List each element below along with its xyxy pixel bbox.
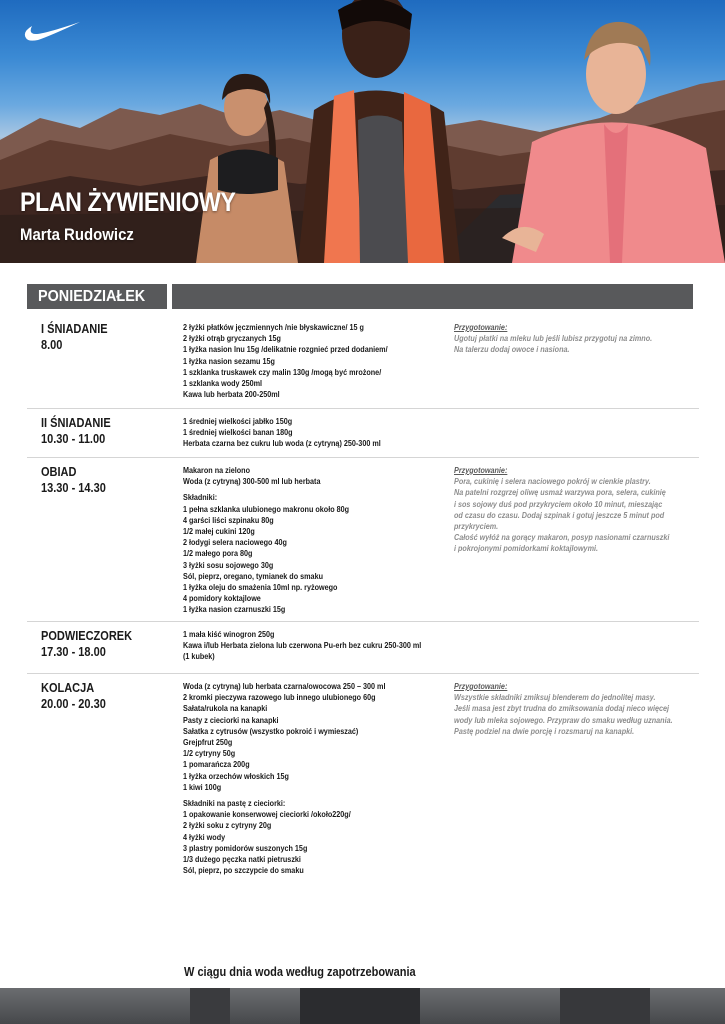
meal-menu xyxy=(183,629,421,663)
meal-name: KOLACJA xyxy=(41,681,95,695)
preparation-line: Wszystkie składniki zmiksuj blenderem do jednolitej masy. xyxy=(454,692,656,703)
meal-menu xyxy=(183,465,349,616)
meal-time: 8.00 xyxy=(41,338,63,352)
menu-item: 1 szklanka truskawek czy malin 130g /mogą być mrożone/ xyxy=(183,366,382,377)
preparation-heading: Przygotowanie: xyxy=(454,465,508,475)
menu-item: 1 łyżka nasion czarnuszki 15g xyxy=(183,604,286,615)
menu-item: 2 kromki pieczywa razowego lub innego ulubionego 60g xyxy=(183,692,376,703)
meal-time: 13.30 - 14.30 xyxy=(41,481,106,495)
menu-item: Woda (z cytryną) 300-500 ml lub herbata xyxy=(183,476,321,487)
preparation-line: Jeśli masa jest zbyt trudna do zmiksowania dodaj nieco więcej xyxy=(454,703,670,714)
menu-item: 1 łyżka orzechów włoskich 15g xyxy=(183,770,289,781)
meal-menu xyxy=(183,681,385,876)
preparation-heading: Przygotowanie: xyxy=(454,681,508,691)
day-header xyxy=(27,284,167,309)
preparation-line: wody lub mleka sojowego. Przypraw do smaku według uznania. xyxy=(454,714,673,725)
menu-item: 2 łodygi selera naciowego 40g xyxy=(183,537,287,548)
preparation-line: Na patelni rozgrzej oliwę usmaż warzywa pora, selera, cukinię xyxy=(454,487,666,498)
meal-menu xyxy=(183,416,381,450)
menu-item: Herbata czarna bez cukru lub woda (z cytryną) 250-300 ml xyxy=(183,438,381,449)
runner-right-figure xyxy=(492,12,725,263)
meal-preparation xyxy=(454,322,652,356)
day-label: PONIEDZIAŁEK xyxy=(38,287,146,305)
runner-center-figure xyxy=(284,0,484,263)
menu-item: 1/2 cytryny 50g xyxy=(183,748,236,759)
preparation-line: Ugotuj płatki na mleku lub jeśli lubisz przygotuj na zimno. xyxy=(454,333,653,344)
menu-item: 1/2 małej cukini 120g xyxy=(183,526,255,537)
preparation-line: Całość wyłóż na gorący makaron, posyp nasionami czarnuszki xyxy=(454,532,670,543)
preparation-line: Pastę podziel na dwie porcję i rozsmaruj na kanapki. xyxy=(454,725,635,736)
author-name: Marta Rudowicz xyxy=(20,225,134,244)
menu-item: Sałatka z cytrusów (wszystko pokroić i wymieszać) xyxy=(183,725,359,736)
ingredients-heading: Składniki na pastę z cieciorki: xyxy=(183,798,286,809)
meal-time: 10.30 - 11.00 xyxy=(41,432,106,446)
menu-item: Sałata/rukola na kanapki xyxy=(183,703,268,714)
preparation-line: i pokrojonymi pomidorkami koktajlowymi. xyxy=(454,543,599,554)
menu-item: 2 łyżki otrąb gryczanych 15g xyxy=(183,333,281,344)
row-divider xyxy=(27,673,699,674)
nike-swoosh-icon xyxy=(24,20,82,42)
preparation-line: od czasu do czasu. Dodaj szpinak i gotuj jeszcze 5 minut pod xyxy=(454,509,665,520)
meal-row-afternoon-snack xyxy=(27,625,699,673)
meal-row-breakfast xyxy=(27,318,699,408)
menu-item: 1 kiwi 100g xyxy=(183,781,222,792)
menu-item: Pasty z cieciorki na kanapki xyxy=(183,714,279,725)
menu-item: 1 szklanka wody 250ml xyxy=(183,378,263,389)
menu-item: 1 łyżka nasion lnu 15g /delikatnie rozgnieć przed dodaniem/ xyxy=(183,344,388,355)
row-divider xyxy=(27,457,699,458)
menu-item: 1 pomarańcza 200g xyxy=(183,759,250,770)
meal-preparation xyxy=(454,681,673,737)
menu-item: Grejpfrut 250g xyxy=(183,737,233,748)
menu-item: Woda (z cytryną) lub herbata czarna/owocowa 250 – 300 ml xyxy=(183,681,386,691)
menu-item: 1/2 małego pora 80g xyxy=(183,548,253,559)
meal-menu xyxy=(183,322,388,400)
hero-banner xyxy=(0,0,725,263)
footer-note: W ciągu dnia woda według zapotrzebowania xyxy=(184,965,416,979)
meal-name: II ŚNIADANIE xyxy=(41,416,111,430)
meal-row-dinner xyxy=(27,677,699,877)
menu-item: Sól, pieprz, po szczypcie do smaku xyxy=(183,865,304,876)
day-header-bar xyxy=(172,284,693,309)
meal-time: 20.00 - 20.30 xyxy=(41,697,106,711)
menu-item: 4 łyżki wody xyxy=(183,831,226,842)
menu-item: 4 garści liści szpinaku 80g xyxy=(183,514,274,525)
menu-item: Kawa lub herbata 200-250ml xyxy=(183,389,280,400)
footer-photo xyxy=(0,988,725,1024)
menu-item: 2 łyżki płatków jęczmiennych /nie błyskawiczne/ 15 g xyxy=(183,322,364,332)
preparation-heading: Przygotowanie: xyxy=(454,322,508,332)
menu-item: Makaron na zielono xyxy=(183,465,250,475)
meal-preparation xyxy=(454,465,669,555)
meal-time: 17.30 - 18.00 xyxy=(41,645,106,659)
row-divider xyxy=(27,408,699,409)
preparation-line: przykryciem. xyxy=(454,521,499,532)
preparation-line: i sos sojowy duś pod przykryciem około 10 minut, mieszając xyxy=(454,498,663,509)
menu-item: Kawa i/lub Herbata zielona lub czerwona Pu-erh bez cukru 250-300 ml xyxy=(183,640,422,651)
menu-item: 1 pełna szklanka ulubionego makronu około 80g xyxy=(183,503,350,514)
menu-item: 1 opakowanie konserwowej cieciorki /około220g/ xyxy=(183,809,351,820)
menu-item: 1 łyżka oleju do smażenia 10ml np. ryżowego xyxy=(183,582,338,593)
ingredients-heading: Składniki: xyxy=(183,492,218,503)
menu-item: 1 średniej wielkości jabłko 150g xyxy=(183,416,293,426)
footer-photo-strip xyxy=(0,988,725,1024)
menu-item: 1 łyżka nasion sezamu 15g xyxy=(183,355,275,366)
menu-item: 3 łyżki sosu sojowego 30g xyxy=(183,559,274,570)
menu-item: Sól, pieprz, oregano, tymianek do smaku xyxy=(183,570,324,581)
page-title: PLAN ŻYWIENIOWY xyxy=(20,187,236,217)
menu-item: 3 plastry pomidorów suszonych 15g xyxy=(183,842,308,853)
menu-item: 2 łyżki soku z cytryny 20g xyxy=(183,820,272,831)
meal-name: OBIAD xyxy=(41,465,77,479)
preparation-line: Na talerzu dodaj owoce i nasiona. xyxy=(454,344,570,355)
meal-name: PODWIECZOREK xyxy=(41,629,133,643)
meal-name: I ŚNIADANIE xyxy=(41,322,108,336)
preparation-line: Pora, cukinię i selera naciowego pokrój w cienkie plastry. xyxy=(454,476,651,487)
menu-item: 1/3 dużego pęczka natki pietruszki xyxy=(183,854,301,865)
menu-item: 4 pomidory koktajlowe xyxy=(183,593,261,604)
menu-item: 1 mała kiść winogron 250g xyxy=(183,629,275,639)
menu-item: 1 średniej wielkości banan 180g xyxy=(183,427,293,438)
menu-item: (1 kubek) xyxy=(183,651,215,662)
meal-row-lunch xyxy=(27,461,699,621)
meal-row-second-breakfast xyxy=(27,412,699,456)
row-divider xyxy=(27,621,699,622)
